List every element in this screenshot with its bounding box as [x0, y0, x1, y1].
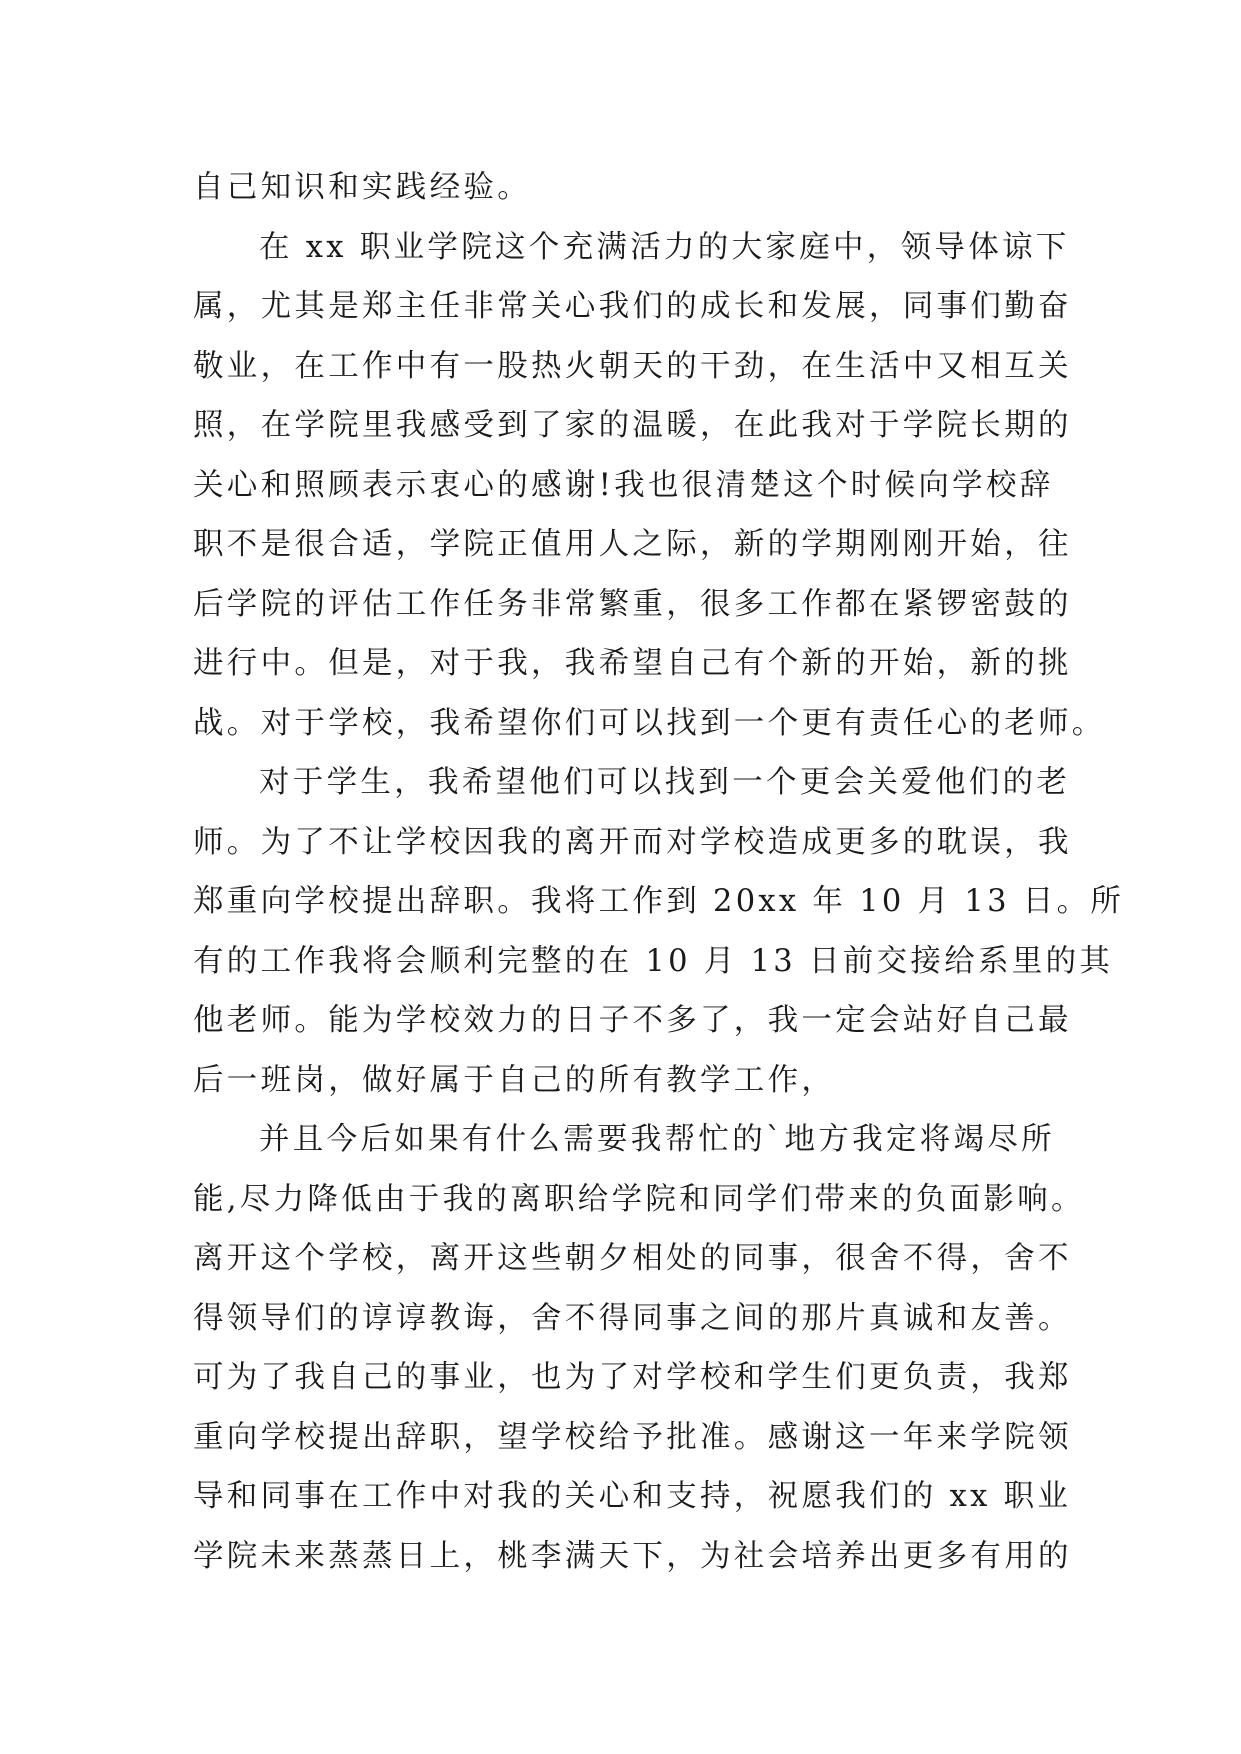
- text-line: 属，尤其是郑主任非常关心我们的成长和发展，同事们勤奋: [193, 289, 1072, 324]
- text-line: 离开这个学校，离开这些朝夕相处的同事，很舍不得，舍不: [193, 1241, 1072, 1276]
- text-line: 他老师。能为学校效力的日子不多了，我一定会站好自己最: [193, 1003, 1072, 1038]
- text-line: 导和同事在工作中对我的关心和支持，祝愿我们的 xx 职业: [193, 1479, 1072, 1514]
- text-line: 进行中。但是，对于我，我希望自己有个新的开始，新的挑: [193, 646, 1072, 681]
- body-text: [193, 158, 1125, 1586]
- text-line: 对于学生，我希望他们可以找到一个更会关爱他们的老: [259, 765, 1071, 800]
- text-line: 关心和照顾表示衷心的感谢!我也很清楚这个时候向学校辞: [193, 467, 1054, 503]
- text-line: 可为了我自己的事业，也为了对学校和学生们更负责，我郑: [193, 1360, 1072, 1395]
- text-line: 后学院的评估工作任务非常繁重，很多工作都在紧锣密鼓的: [193, 586, 1072, 622]
- text-line: 职不是很合适，学院正值用人之际，新的学期刚刚开始，往: [193, 527, 1072, 562]
- text-line: 在 xx 职业学院这个充满活力的大家庭中，领导体谅下: [259, 229, 1070, 265]
- text-line: 并且今后如果有什么需要我帮忙的`地方我定将竭尽所: [259, 1122, 1055, 1157]
- text-line: 敬业，在工作中有一股热火朝天的干劲，在生活中又相互关: [193, 348, 1072, 384]
- text-line: 重向学校提出辞职，望学校给予批准。感谢这一年来学院领: [193, 1419, 1072, 1455]
- text-line: 师。为了不让学校因我的离开而对学校造成更多的耽误，我: [193, 824, 1072, 860]
- text-line: 得领导们的谆谆教诲，舍不得同事之间的那片真诚和友善。: [193, 1300, 1072, 1336]
- text-line: 有的工作我将会顺利完整的在 10 月 13 日前交接给系里的其: [193, 943, 1114, 979]
- text-line: 学院未来蒸蒸日上，桃李满天下，为社会培养出更多有用的: [193, 1538, 1072, 1574]
- text-line: 郑重向学校提出辞职。我将工作到 20xx 年 10 月 13 日。所: [193, 884, 1125, 919]
- text-line: 战。对于学校，我希望你们可以找到一个更有责任心的老师。: [193, 705, 1106, 741]
- text-line: 照，在学院里我感受到了家的温暖，在此我对于学院长期的: [193, 408, 1072, 443]
- text-line: 后一班岗，做好属于自己的所有教学工作，: [193, 1062, 836, 1098]
- text-line: 能,尽力降低由于我的离职给学院和同学们带来的负面影响。: [193, 1181, 1085, 1217]
- text-line: 自己知识和实践经验。: [193, 170, 531, 205]
